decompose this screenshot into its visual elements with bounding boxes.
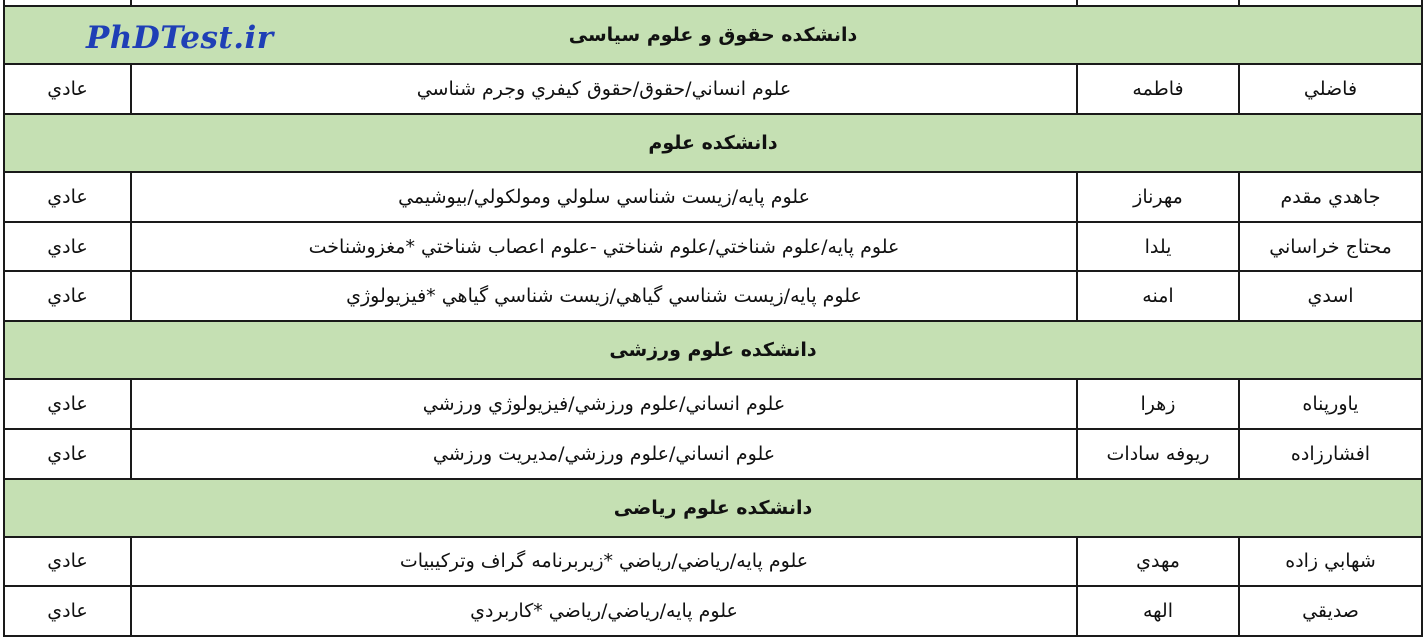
table-body <box>4 0 1422 636</box>
status-cell: عادي <box>4 222 131 272</box>
last-name-cell: جاهدي مقدم <box>1239 172 1422 222</box>
first-name-cell: فاطمه <box>1077 64 1239 114</box>
table-row <box>4 379 1422 429</box>
admission-table <box>3 0 1423 637</box>
field-cell: علوم انساني/علوم ورزشي/فيزيولوژي ورزشي <box>131 379 1077 429</box>
table-row <box>4 537 1422 587</box>
last-name-cell: محتاج خراساني <box>1239 222 1422 272</box>
status-cell: عادي <box>4 172 131 222</box>
first-name-cell: يلدا <box>1077 222 1239 272</box>
faculty-header-row <box>4 479 1422 537</box>
watermark-logo: PhDTest.ir <box>86 20 274 56</box>
faculty-header-row <box>4 321 1422 379</box>
table-row <box>4 586 1422 636</box>
status-cell: عادي <box>4 271 131 321</box>
first-name-cell: مهرناز <box>1077 172 1239 222</box>
last-name-cell: ياورپناه <box>1239 379 1422 429</box>
faculty-header-row <box>4 114 1422 172</box>
status-cell: عادي <box>4 537 131 587</box>
first-name-cell: الهه <box>1077 586 1239 636</box>
status-cell: عادي <box>4 586 131 636</box>
field-cell: علوم پايه/رياضي/رياضي *کاربردي <box>131 586 1077 636</box>
field-cell: علوم انساني/حقوق/حقوق کيفري وجرم شناسي <box>131 64 1077 114</box>
first-name-cell: ريوفه سادات <box>1077 429 1239 479</box>
table-row <box>4 429 1422 479</box>
last-name-cell: صديقي <box>1239 586 1422 636</box>
first-name-cell: مهدي <box>1077 537 1239 587</box>
field-cell: علوم پايه/زيست شناسي سلولي ومولکولي/بيوشيمي <box>131 172 1077 222</box>
last-name-cell: افشارزاده <box>1239 429 1422 479</box>
last-name-cell: فاضلي <box>1239 64 1422 114</box>
status-cell: عادي <box>4 429 131 479</box>
field-cell: علوم پايه/علوم شناختي/علوم شناختي -علوم اعصاب شناختي *مغزوشناخت <box>131 222 1077 272</box>
field-cell: علوم انساني/علوم ورزشي/مديريت ورزشي <box>131 429 1077 479</box>
faculty-title: دانشکده علوم <box>4 114 1422 172</box>
last-name-cell: اسدي <box>1239 271 1422 321</box>
table-row <box>4 222 1422 272</box>
faculty-title: دانشکده علوم ریاضی <box>4 479 1422 537</box>
table-row <box>4 271 1422 321</box>
status-cell: عادي <box>4 379 131 429</box>
first-name-cell: امنه <box>1077 271 1239 321</box>
faculty-title: دانشکده علوم ورزشی <box>4 321 1422 379</box>
field-cell: علوم پايه/رياضي/رياضي *زيربرنامه گراف وترکيبيات <box>131 537 1077 587</box>
faculty-title: دانشکده حقوق و علوم سیاسی <box>4 6 1422 64</box>
status-cell: عادي <box>4 64 131 114</box>
first-name-cell: زهرا <box>1077 379 1239 429</box>
table-row <box>4 64 1422 114</box>
field-cell: علوم پايه/زيست شناسي گياهي/زيست شناسي گياهي *فيزيولوژي <box>131 271 1077 321</box>
last-name-cell: شهابي زاده <box>1239 537 1422 587</box>
table-row <box>4 172 1422 222</box>
